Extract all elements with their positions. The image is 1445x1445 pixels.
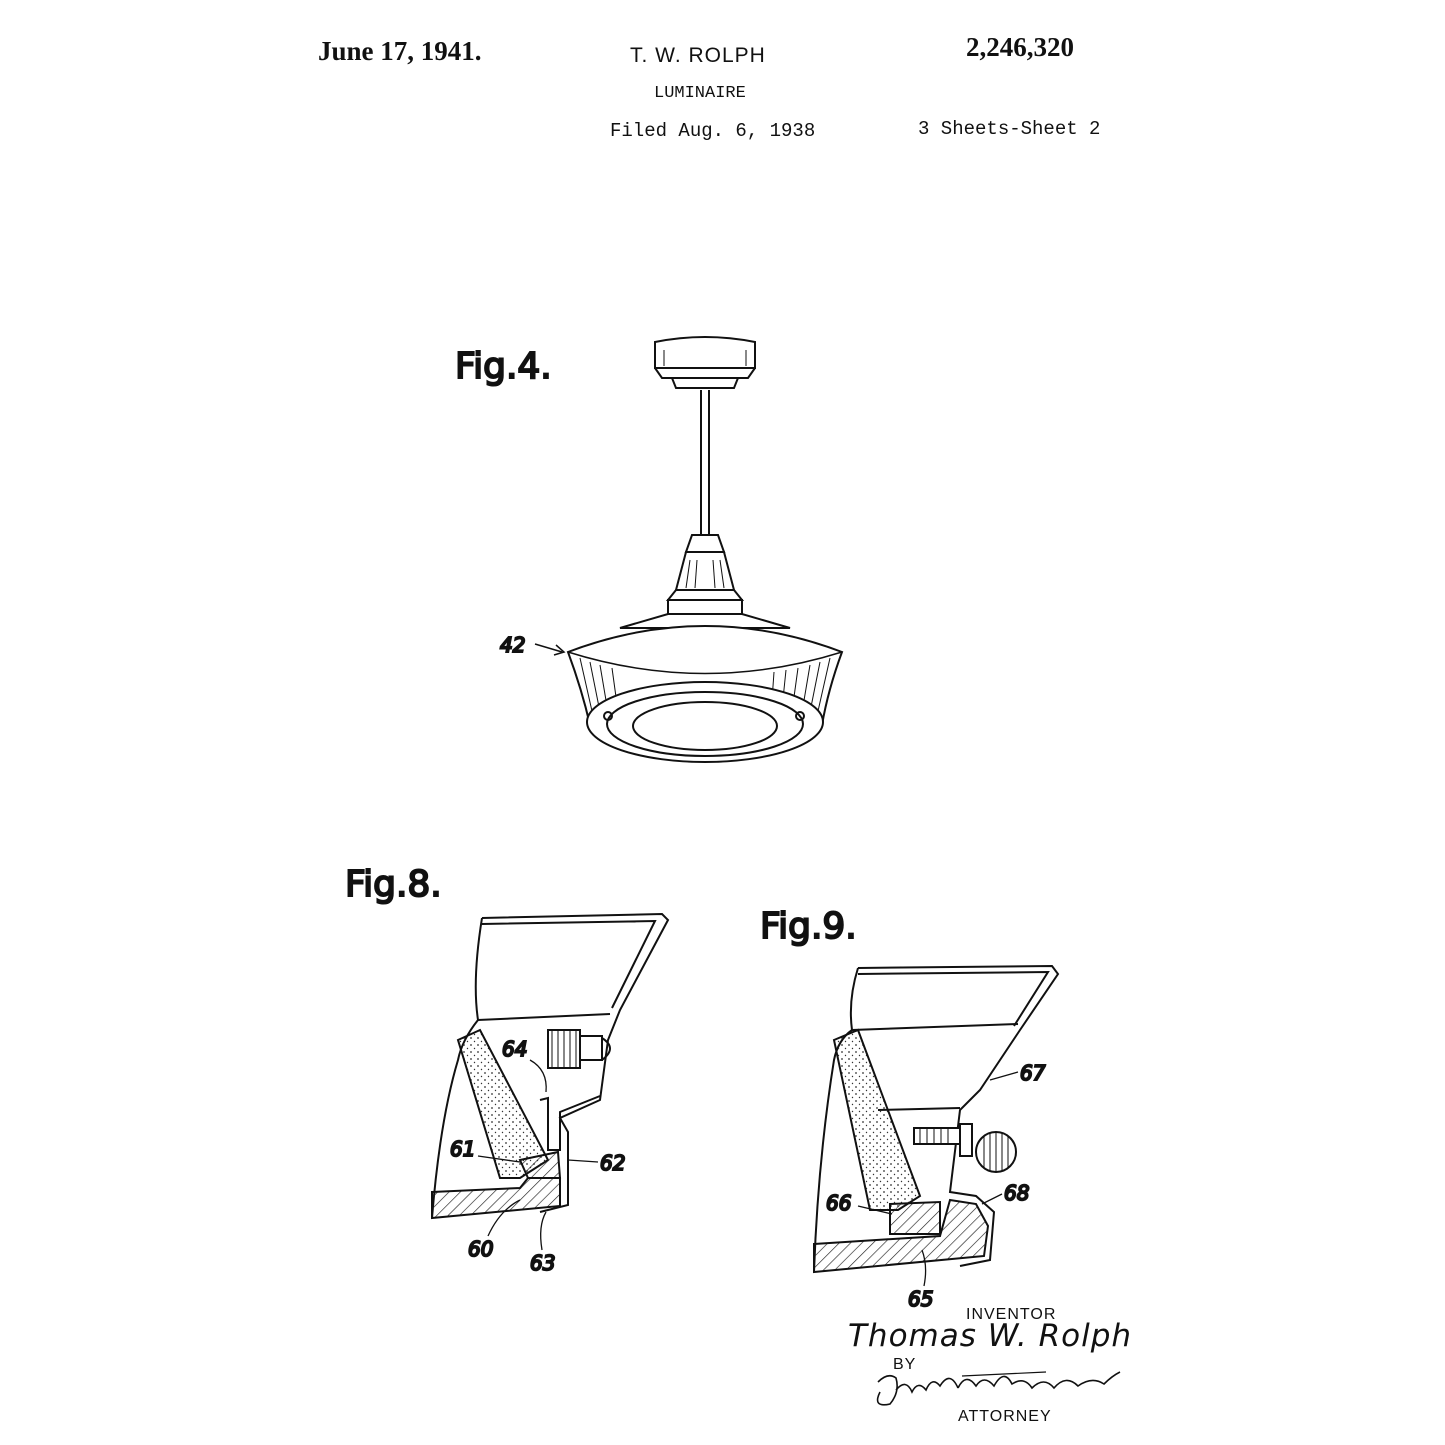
figure-9	[760, 906, 1058, 1311]
figure-8	[345, 864, 668, 1275]
fig8-label: Fig.8.	[345, 864, 442, 905]
ref-66: 66	[826, 1191, 852, 1215]
patent-number: 2,246,320	[966, 32, 1074, 62]
fig9-label: Fig.9.	[760, 906, 857, 947]
figure-4	[455, 337, 842, 762]
ref-62: 62	[600, 1151, 626, 1175]
ref-67: 67	[1020, 1061, 1046, 1085]
patent-title: LUMINAIRE	[654, 84, 746, 103]
ref-61: 61	[450, 1137, 476, 1161]
ref-60: 60	[468, 1237, 494, 1261]
ref-42: 42	[500, 633, 526, 657]
attorney-signature	[878, 1372, 1120, 1405]
filed-date: Filed Aug. 6, 1938	[610, 120, 816, 142]
ref-63: 63	[530, 1251, 556, 1275]
ref-64: 64	[502, 1037, 528, 1061]
fig4-label: Fig.4.	[455, 346, 552, 387]
inventor-label: INVENTOR	[966, 1306, 1057, 1323]
by-label: BY	[893, 1356, 917, 1373]
attorney-label: ATTORNEY	[958, 1408, 1052, 1425]
ref-65: 65	[908, 1287, 934, 1311]
ref-68: 68	[1004, 1181, 1030, 1205]
patent-date: June 17, 1941.	[318, 36, 482, 66]
sheet-count: 3 Sheets-Sheet 2	[918, 118, 1101, 140]
inventor-name: Thomas W. Rolph	[848, 1318, 1133, 1354]
inventor-header: T. W. ROLPH	[630, 44, 766, 67]
